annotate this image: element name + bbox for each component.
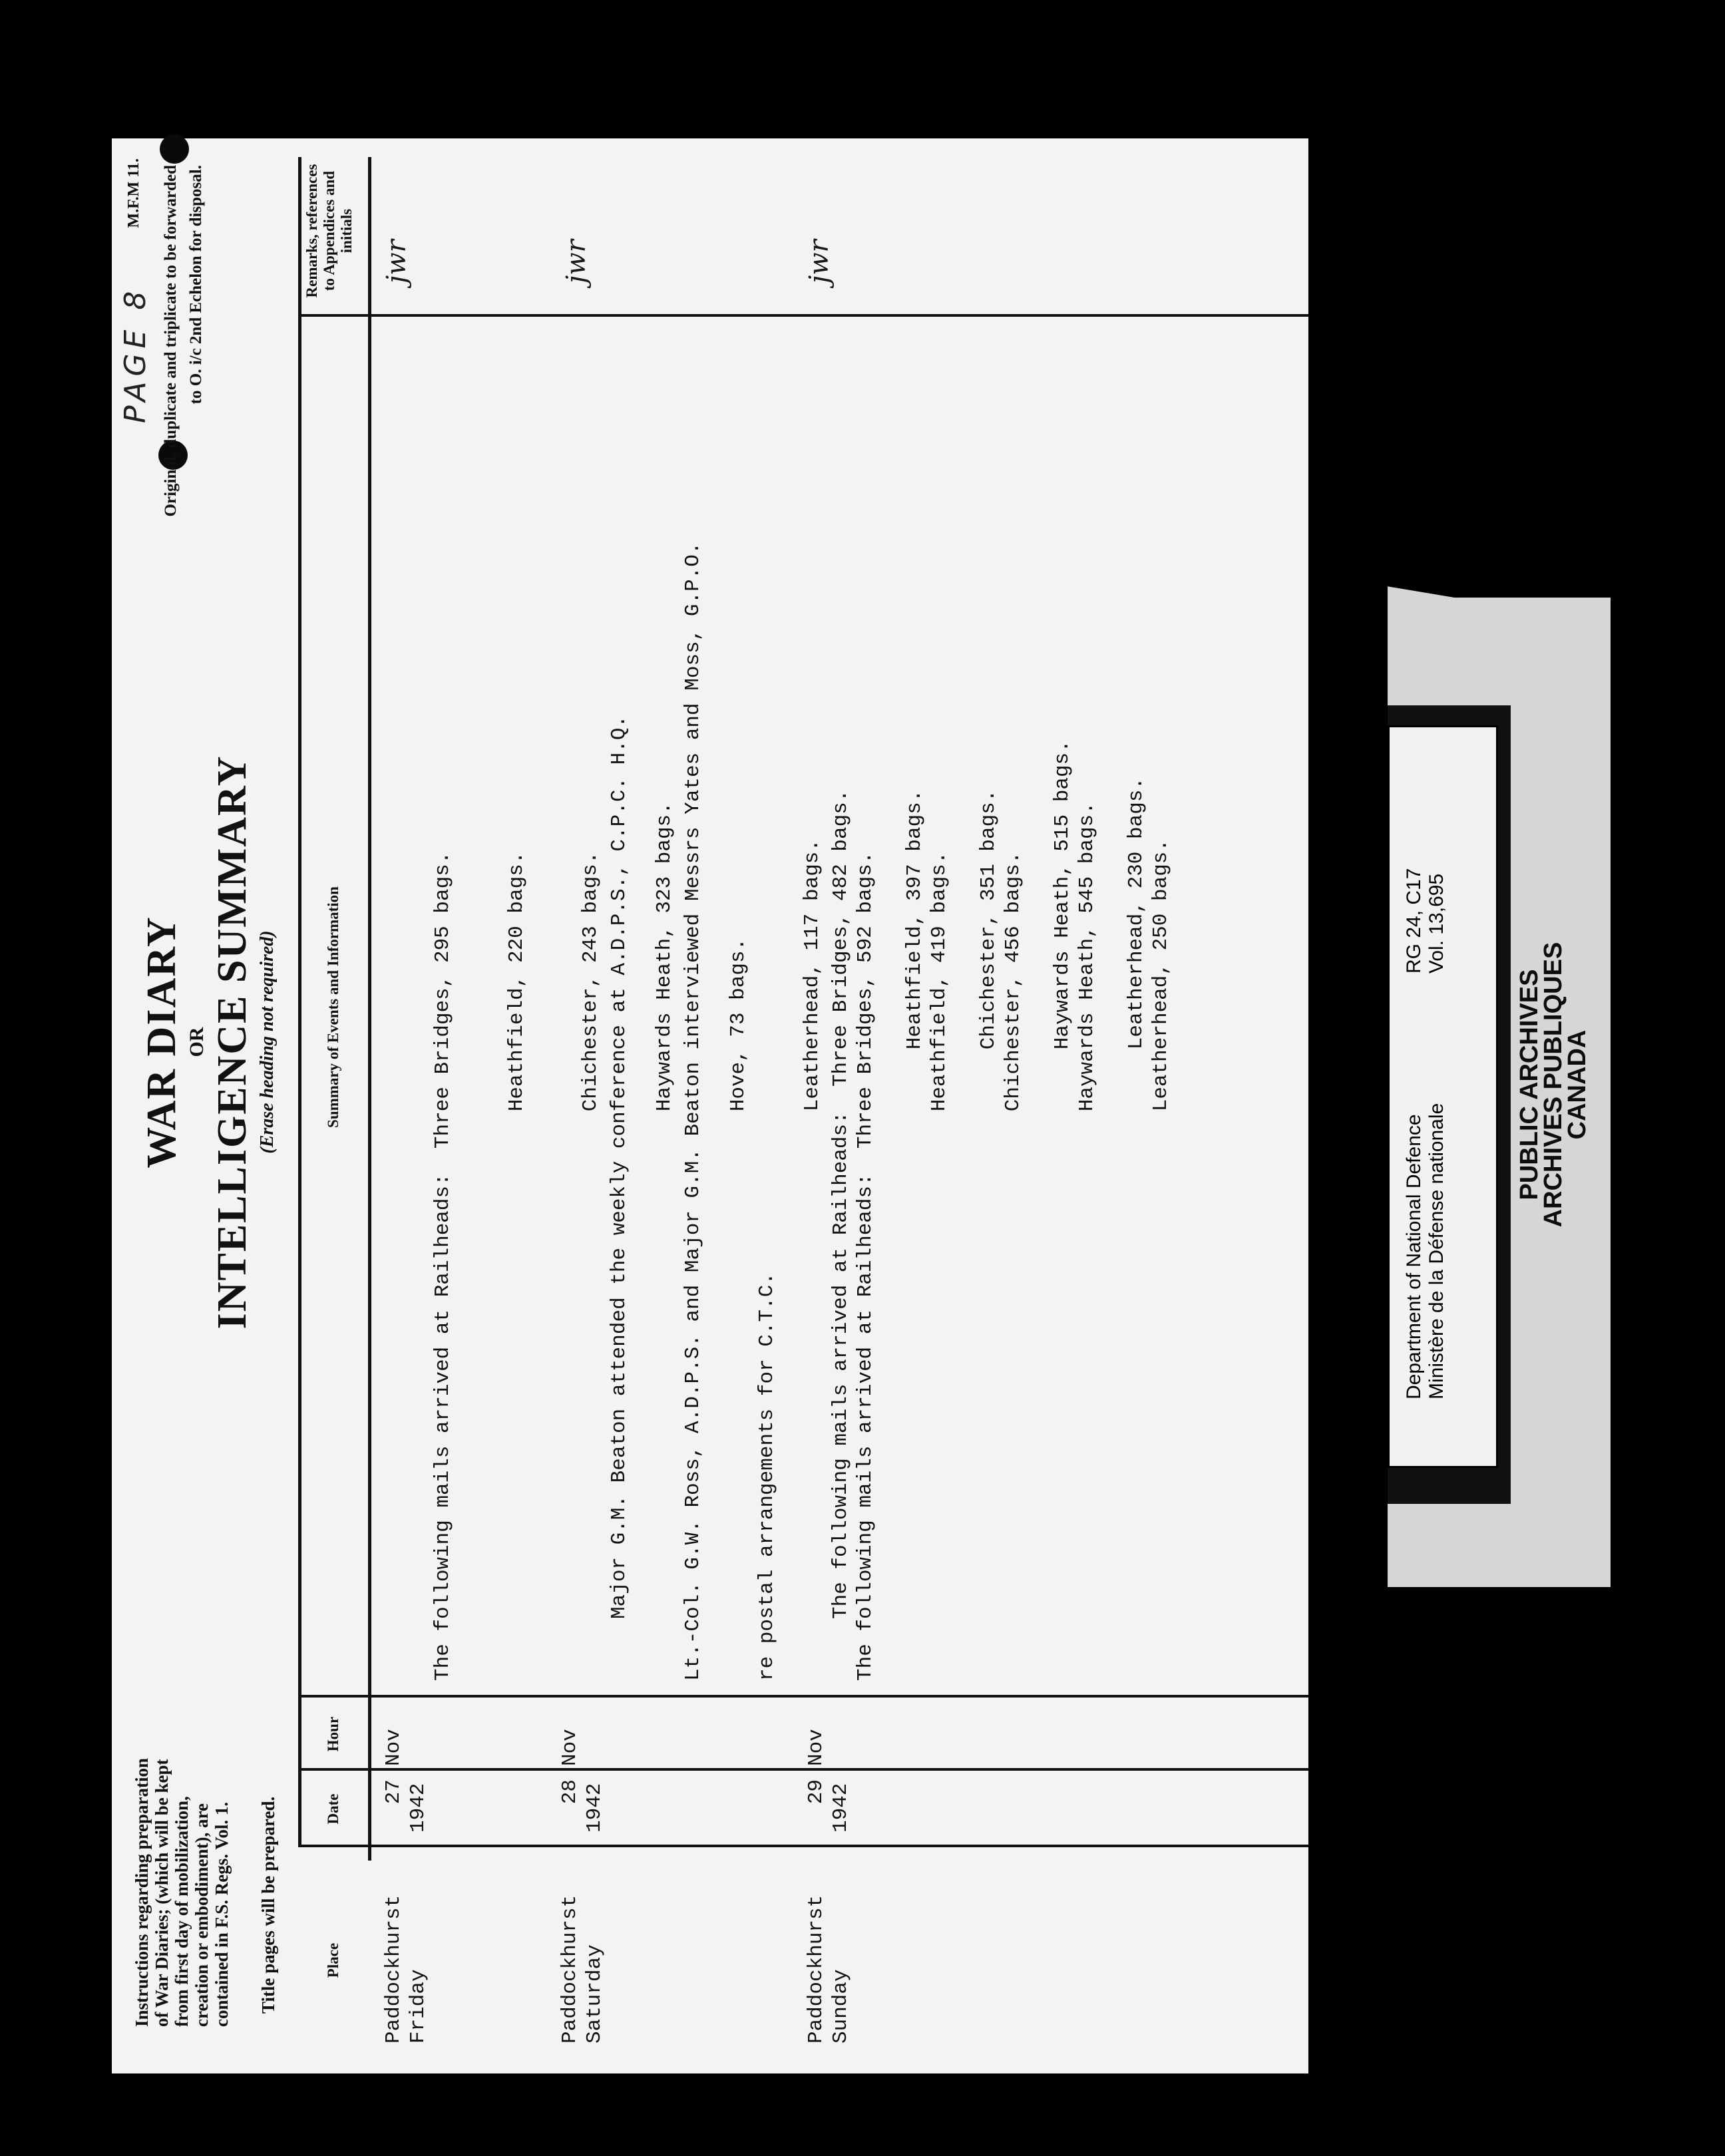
- entry-2-place: [558, 1895, 607, 2044]
- col-head-summary: Summary of Events and Information: [325, 886, 341, 1128]
- archive-dept: [1403, 1103, 1448, 1399]
- summary-line: Leatherhead, 250 bags.: [1149, 838, 1173, 1681]
- entry-1-initials: jwr: [381, 240, 412, 283]
- title-pages-note: Title pages will be prepared.: [258, 1796, 278, 2014]
- entry-3-hour: Nov: [805, 1729, 828, 1766]
- col-head-hour: Hour: [325, 1716, 341, 1752]
- archive-name2: ARCHIVES PUBLIQUES: [1539, 942, 1567, 1228]
- summary-line: Major G.M. Beaton attended the weekly conference at A.D.P.S., C.P.C. H.Q.: [608, 715, 631, 1681]
- summary-line: re postal arrangements for C.T.C.: [755, 1272, 779, 1681]
- entry-1-hour: Nov: [382, 1729, 405, 1766]
- entry-2-date: [558, 1779, 607, 1833]
- col-sep-place-date: [298, 1845, 1308, 1847]
- card-notch: [1388, 579, 1611, 598]
- col-head-remarks: [303, 148, 355, 314]
- entry-place-line1: Paddockhurst: [382, 1894, 405, 2044]
- war-diary-sheet: [112, 138, 1308, 2073]
- col-head-date: Date: [325, 1793, 341, 1825]
- summary-line: Haywards Heath, 515 bags.: [1051, 740, 1074, 1681]
- col-head-remarks-line2: to Appendices and: [321, 170, 337, 291]
- summary-line: Haywards Heath, 323 bags.: [653, 802, 676, 1681]
- entry-date-line1: 27: [382, 1779, 405, 1805]
- summary-line: Chichester, 456 bags.: [1002, 851, 1025, 1681]
- entry-3-place: [804, 1895, 853, 2044]
- entry-date-line1: 29: [805, 1779, 828, 1805]
- form-instructions: Instructions regarding preparation of War Diaries; (which will be kept from first day of mobilization, creation or embodiment), are contained in F.S. Regs. Vol. 1.: [132, 1757, 232, 2027]
- forward-note: [158, 165, 209, 564]
- war-diary-sheet-wrapper: [112, 138, 1308, 2073]
- summary-line: Lt.-Col. G.W. Ross, A.D.P.S. and Major G.M. Beaton interviewed Messrs Yates and Moss, G.P.O.: [681, 542, 705, 1681]
- col-head-remarks-line1: Remarks, references: [303, 164, 320, 298]
- archive-ref1: RG 24, C17: [1403, 868, 1425, 974]
- summary-line: The following mails arrived at Railheads: Three Bridges, 482 bags.: [829, 789, 853, 1681]
- entry-place-line2: Saturday: [583, 1944, 606, 2044]
- archive-dept-en: Department of National Defence: [1403, 1114, 1425, 1399]
- summary-line: Heathfield, 397 bags.: [903, 789, 926, 1681]
- col-head-place: Place: [325, 1942, 341, 1978]
- summary-line: Haywards Heath, 545 bags.: [1075, 802, 1099, 1681]
- title-or: OR: [186, 1027, 208, 1057]
- entry-date-line2: 1942: [407, 1783, 430, 1833]
- summary-line: Hove, 73 bags.: [727, 938, 750, 1681]
- title-intelligence-summary: INTELLIGENCE SUMMARY: [210, 755, 255, 1330]
- summary-line: The following mails arrived at Railheads: Three Bridges, 592 bags.: [854, 851, 877, 1681]
- entry-1-place: [381, 1895, 431, 2044]
- col-head-remarks-line3: initials: [338, 208, 355, 254]
- entry-date-line2: 1942: [829, 1783, 853, 1833]
- table-top-rule: [298, 157, 301, 1847]
- forward-note-line1: Original, duplicate and triplicate to be forwarded: [162, 165, 180, 517]
- entry-2-hour: Nov: [558, 1729, 582, 1766]
- archive-name3: CANADA: [1563, 1029, 1591, 1140]
- entry-place-line1: Paddockhurst: [558, 1894, 582, 2044]
- entry-date-line2: 1942: [583, 1783, 606, 1833]
- entry-2-initials: jwr: [561, 240, 592, 283]
- archive-ref2: Vol. 13,695: [1426, 873, 1447, 974]
- col-sep-date-hour: [298, 1768, 1308, 1771]
- entry-date-line1: 28: [558, 1779, 582, 1805]
- entry-3-initials: jwr: [804, 240, 835, 283]
- col-sep-hour-summary: [298, 1695, 1308, 1698]
- summary-line: Heathfield, 419 bags.: [928, 851, 951, 1681]
- archive-ref: [1403, 868, 1448, 974]
- punch-hole-icon: [160, 134, 189, 164]
- summary-line: The following mails arrived at Railheads: Three Bridges, 295 bags.: [431, 851, 455, 1681]
- summary-line: Chichester, 351 bags.: [977, 789, 1000, 1681]
- entry-place-line1: Paddockhurst: [805, 1894, 828, 2044]
- form-code-line: M.F.M 11.: [125, 158, 142, 228]
- title-erase-note: (Erase heading not required): [257, 930, 278, 1154]
- diary-table: [298, 138, 1308, 2073]
- summary-line: Leatherhead, 230 bags.: [1125, 777, 1148, 1681]
- entry-3-summary: [804, 802, 1223, 1681]
- archive-label-inner: [1388, 725, 1498, 1468]
- entry-place-line2: Sunday: [829, 1969, 853, 2044]
- form-code: [125, 158, 142, 228]
- summary-line: Heathfield, 220 bags.: [505, 851, 528, 1681]
- entry-3-date: [804, 1779, 853, 1833]
- entry-1-date: [381, 1779, 431, 1833]
- summary-line: Chichester, 243 bags.: [579, 851, 602, 1681]
- table-header-rule: [368, 157, 371, 1861]
- forward-note-line2: to O. i/c 2nd Echelon for disposal.: [187, 165, 205, 405]
- entry-place-line2: Friday: [407, 1969, 430, 2044]
- title-war-diary: WAR DIARY: [139, 916, 184, 1168]
- archive-name1: PUBLIC ARCHIVES: [1515, 969, 1543, 1200]
- col-sep-summary-remarks: [298, 314, 1308, 317]
- archive-dept-fr: Ministère de la Défense nationale: [1426, 1103, 1447, 1399]
- summary-line: Leatherhead, 117 bags.: [801, 838, 824, 1681]
- diary-title: [138, 743, 280, 1342]
- page-number: PAGE 8: [118, 285, 152, 423]
- archive-name: [1517, 912, 1589, 1258]
